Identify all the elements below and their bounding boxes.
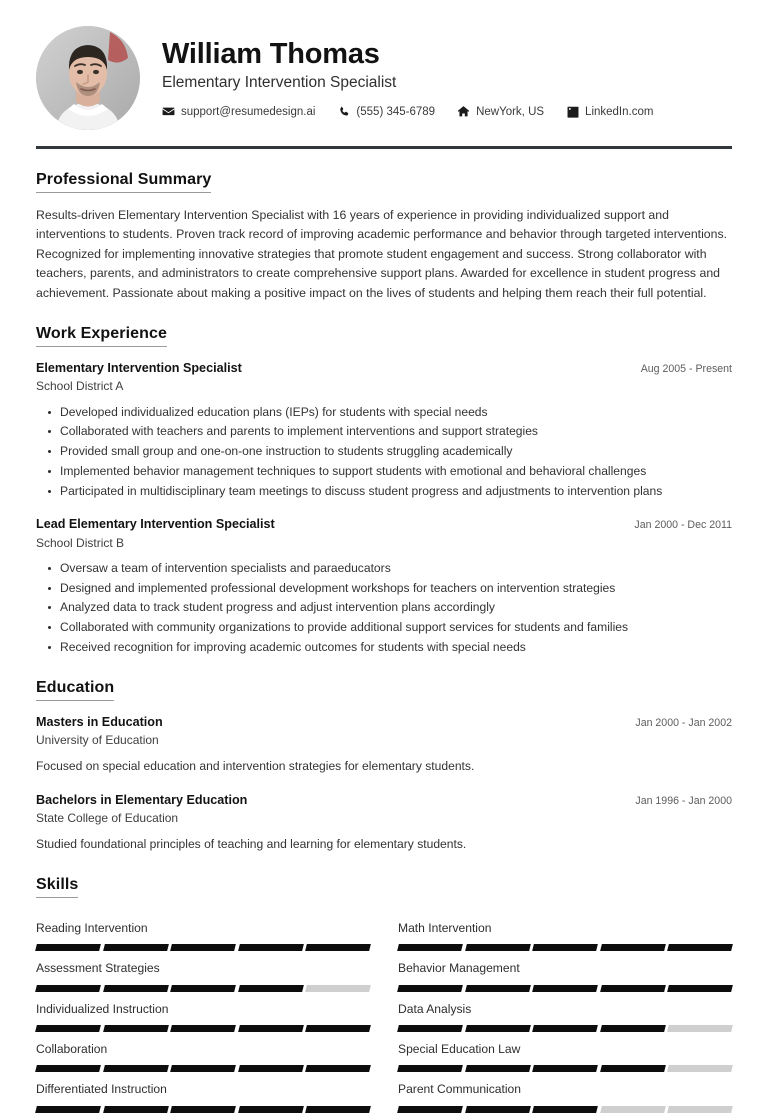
skill-level-segment: [532, 985, 597, 992]
skill-level-bar: [36, 1065, 370, 1072]
skill-label: Collaboration: [36, 1042, 108, 1057]
experience-list: [36, 360, 732, 656]
section-title-education: Education: [36, 679, 114, 701]
skill-level-segment: [170, 1065, 235, 1072]
profile-photo-icon: [36, 26, 140, 130]
header-divider: [36, 146, 732, 149]
skill-level-bar: [36, 985, 370, 992]
skill-level-segment: [306, 985, 371, 992]
experience-bullet-list: [36, 559, 732, 657]
contact-linkedin-value: LinkedIn.com: [585, 105, 654, 118]
experience-entry-header: [36, 516, 732, 532]
skill-level-segment: [397, 1106, 462, 1113]
skill-level-segment: [668, 1025, 733, 1032]
skill-level-segment: [35, 944, 100, 951]
skill-level-segment: [170, 1106, 235, 1113]
education-date: Jan 1996 - Jan 2000: [635, 794, 732, 807]
skill-level-bar: [398, 944, 732, 951]
skill-level-segment: [306, 1065, 371, 1072]
skill-level-segment: [668, 985, 733, 992]
skill-label: Differentiated Instruction: [36, 1082, 167, 1097]
skill-label: Assessment Strategies: [36, 961, 160, 976]
resume-header: [36, 0, 732, 140]
skill-label: Parent Communication: [398, 1082, 522, 1097]
skill-level-segment: [465, 985, 530, 992]
skill-level-bar: [398, 985, 732, 992]
skill-level-segment: [600, 1025, 665, 1032]
skill-level-segment: [238, 985, 303, 992]
skill-item: [398, 951, 732, 991]
education-school: State College of Education: [36, 811, 179, 826]
list-item: Oversaw a team of intervention specialists and paraeducators: [60, 559, 732, 578]
section-professional-summary: [36, 171, 732, 303]
header-text-block: [162, 38, 732, 118]
skill-level-segment: [238, 1025, 303, 1032]
experience-date: Aug 2005 - Present: [640, 363, 732, 376]
skill-level-segment: [35, 1106, 100, 1113]
skill-level-segment: [306, 1025, 371, 1032]
skill-level-segment: [35, 1065, 100, 1072]
skill-label: Individualized Instruction: [36, 1001, 169, 1016]
home-icon: [457, 105, 470, 118]
education-entry: [36, 792, 732, 854]
education-entry-header: [36, 714, 732, 730]
skill-level-segment: [103, 1065, 168, 1072]
skill-level-segment: [170, 985, 235, 992]
experience-entry: [36, 516, 732, 656]
contact-linkedin[interactable]: [566, 105, 653, 118]
experience-entry: [36, 360, 732, 500]
skill-level-segment: [600, 1065, 665, 1072]
skill-item: [36, 992, 370, 1032]
avatar: [36, 26, 140, 130]
linkedin-icon: [566, 105, 579, 118]
skill-level-segment: [306, 944, 371, 951]
summary-text: Results-driven Elementary Intervention Specialist with 16 years of experience in providing individualized support and interventions to students. Proven track record of improving academic performance and behavior through targeted interventions. Recognized for implementing innovative strategies that promote student engagement and success. Strong collaborator with teachers, parents, and administrators to create comprehensive support plans. Awarded for excellence in student progress and achievement. Passionate about making a positive impact on the lives of students and helping them reach their full potential.: [36, 208, 728, 300]
education-school: University of Education: [36, 732, 159, 747]
experience-organization: School District B: [36, 535, 125, 550]
experience-entry-header: [36, 360, 732, 376]
skill-level-segment: [532, 1025, 597, 1032]
skill-level-bar: [36, 1025, 370, 1032]
skill-item: [398, 1032, 732, 1072]
experience-organization: School District A: [36, 379, 124, 394]
page-title: William Thomas: [162, 37, 380, 70]
contact-email[interactable]: [162, 105, 315, 118]
skills-grid: [36, 911, 732, 1113]
skill-item: [398, 911, 732, 951]
experience-role: Lead Elementary Intervention Specialist: [36, 517, 275, 532]
list-item: Designed and implemented professional development workshops for teachers on intervention strategies: [60, 579, 732, 598]
skill-level-segment: [238, 1106, 303, 1113]
contact-list: [162, 105, 732, 118]
skill-level-segment: [600, 1106, 665, 1113]
skill-item: [36, 1072, 370, 1112]
education-entry-header: [36, 792, 732, 808]
section-title-summary: Professional Summary: [36, 171, 211, 193]
skill-level-segment: [465, 1106, 530, 1113]
section-title-skills: Skills: [36, 876, 78, 898]
skill-level-bar: [398, 1065, 732, 1072]
skill-level-bar: [36, 1106, 370, 1113]
skill-level-segment: [532, 1106, 597, 1113]
skill-item: [36, 1032, 370, 1072]
experience-role: Elementary Intervention Specialist: [36, 361, 242, 376]
education-entry: [36, 714, 732, 776]
education-description: Studied foundational principles of teaching and learning for elementary students.: [36, 837, 467, 852]
skill-level-segment: [238, 944, 303, 951]
skill-level-bar: [36, 944, 370, 951]
section-title-experience: Work Experience: [36, 325, 167, 347]
skill-level-segment: [103, 1106, 168, 1113]
skill-level-segment: [532, 944, 597, 951]
list-item: Collaborated with teachers and parents to implement interventions and support strategies: [60, 422, 732, 441]
skill-level-segment: [668, 1065, 733, 1072]
education-degree: Masters in Education: [36, 714, 163, 729]
skill-level-segment: [532, 1065, 597, 1072]
list-item: Received recognition for improving academic outcomes for students with special needs: [60, 638, 732, 657]
education-date: Jan 2000 - Jan 2002: [635, 716, 732, 729]
education-list: [36, 714, 732, 855]
skill-item: [36, 911, 370, 951]
section-education: [36, 679, 732, 855]
skill-level-segment: [600, 985, 665, 992]
skill-level-segment: [103, 944, 168, 951]
skill-level-segment: [170, 944, 235, 951]
skill-label: Math Intervention: [398, 921, 492, 936]
skill-label: Behavior Management: [398, 961, 520, 976]
skill-level-segment: [35, 1025, 100, 1032]
contact-location-value: NewYork, US: [476, 105, 545, 118]
skill-item: [398, 992, 732, 1032]
skill-level-segment: [600, 944, 665, 951]
list-item: Analyzed data to track student progress and adjust intervention plans accordingly: [60, 598, 732, 617]
list-item: Developed individualized education plans (IEPs) for students with special needs: [60, 403, 732, 422]
skill-label: Reading Intervention: [36, 921, 148, 936]
phone-icon: [337, 105, 350, 118]
skill-label: Special Education Law: [398, 1042, 521, 1057]
experience-bullet-list: [36, 403, 732, 501]
skill-level-segment: [668, 1106, 733, 1113]
skill-level-segment: [397, 944, 462, 951]
skill-label: Data Analysis: [398, 1001, 472, 1016]
list-item: Participated in multidisciplinary team meetings to discuss student progress and adjustments to intervention plans: [60, 482, 732, 501]
skill-level-segment: [397, 1065, 462, 1072]
envelope-icon: [162, 105, 175, 118]
experience-date: Jan 2000 - Dec 2011: [634, 519, 732, 532]
job-headline: Elementary Intervention Specialist: [162, 74, 397, 92]
contact-location[interactable]: [457, 105, 544, 118]
skill-level-segment: [668, 944, 733, 951]
skill-level-bar: [398, 1025, 732, 1032]
skill-level-segment: [397, 985, 462, 992]
skill-level-segment: [238, 1065, 303, 1072]
education-description: Focused on special education and intervention strategies for elementary students.: [36, 759, 475, 774]
skill-level-segment: [103, 1025, 168, 1032]
section-skills: [36, 876, 732, 1113]
skill-level-bar: [398, 1106, 732, 1113]
list-item: Provided small group and one-on-one instruction to students struggling academically: [60, 442, 732, 461]
contact-email-value: support@resumedesign.ai: [181, 105, 316, 118]
contact-phone-value: (555) 345-6789: [356, 105, 436, 118]
skill-level-segment: [465, 1065, 530, 1072]
skill-item: [36, 951, 370, 991]
skill-level-segment: [397, 1025, 462, 1032]
skill-item: [398, 1072, 732, 1112]
list-item: Collaborated with community organizations to provide additional support services for students and families: [60, 618, 732, 637]
skill-level-segment: [170, 1025, 235, 1032]
skill-level-segment: [306, 1106, 371, 1113]
contact-phone[interactable]: [337, 105, 435, 118]
skill-level-segment: [35, 985, 100, 992]
list-item: Implemented behavior management techniques to support students with emotional and behavioral challenges: [60, 462, 732, 481]
skill-level-segment: [103, 985, 168, 992]
skill-level-segment: [465, 944, 530, 951]
skill-level-segment: [465, 1025, 530, 1032]
section-work-experience: [36, 325, 732, 656]
education-degree: Bachelors in Elementary Education: [36, 792, 248, 807]
